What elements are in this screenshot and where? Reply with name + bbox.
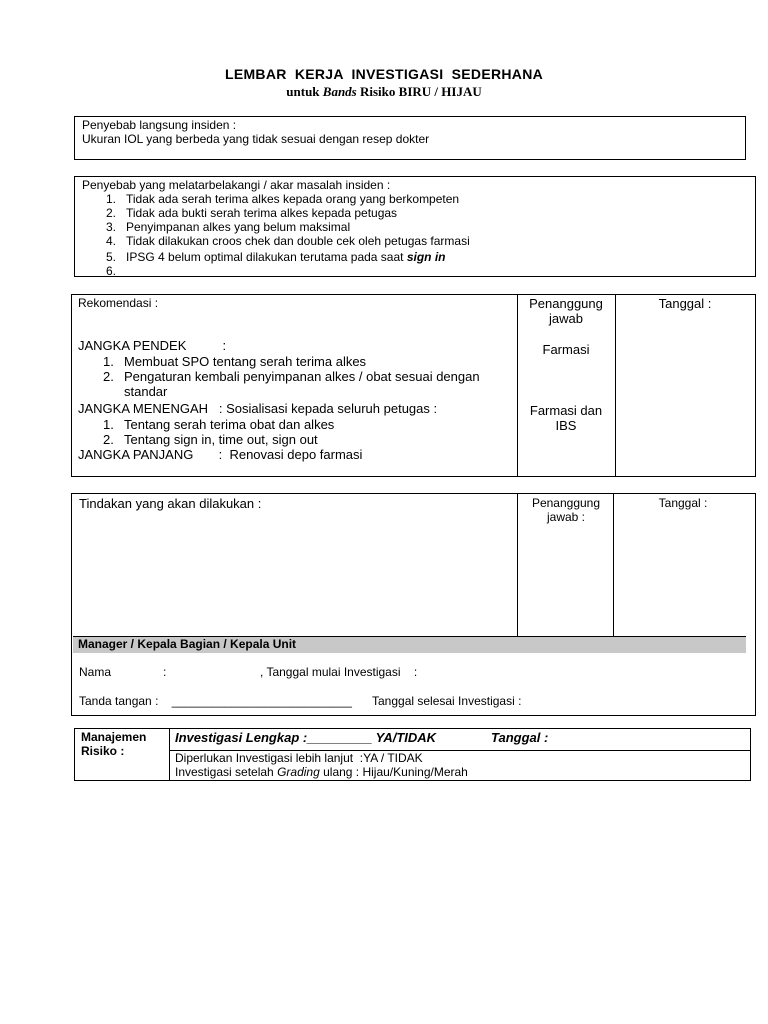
- action-box: [71, 493, 756, 716]
- list-item: 1. Tidak ada serah terima alkes kepada orang yang berkompeten: [106, 192, 460, 206]
- recommendation-pj-1: Farmasi: [542, 342, 590, 357]
- recommendation-label: Rekomendasi :: [78, 296, 159, 310]
- root-cause-label: Penyebab yang melatarbelakangi / akar masalah insiden :: [82, 178, 391, 192]
- list-item: 5. IPSG 4 belum optimal dilakukan terutama pada saat sign in: [106, 250, 446, 264]
- recommendation-box: [71, 294, 756, 477]
- investigation-complete: Investigasi Lengkap :_________ YA/TIDAK: [175, 730, 437, 745]
- direct-cause-text: Ukuran IOL yang berbeda yang tidak sesuai dengan resep dokter: [82, 132, 430, 146]
- short-term-list: [76, 354, 496, 399]
- long-term-heading: JANGKA PANJANG : Renovasi depo farmasi: [78, 447, 363, 462]
- nama-colon: :: [163, 665, 167, 679]
- action-pj-header: Penanggung jawab :: [531, 496, 601, 524]
- further-investigation: Diperlukan Investigasi lebih lanjut :YA / TIDAK: [175, 751, 423, 765]
- direct-cause-box: [74, 116, 746, 160]
- end-date-label: Tanggal selesai Investigasi :: [372, 694, 522, 708]
- mid-term-list: [76, 417, 496, 447]
- list-item: 3. Penyimpanan alkes yang belum maksimal: [106, 220, 351, 234]
- action-label: Tindakan yang akan dilakukan :: [79, 496, 262, 511]
- list-item: 1. Tentang serah terima obat dan alkes: [103, 417, 335, 432]
- list-item: 4. Tidak dilakukan croos chek dan double cek oleh petugas farmasi: [106, 234, 470, 248]
- list-item: 2. Tidak ada bukti serah terima alkes kepada petugas: [106, 206, 398, 220]
- recommendation-date-header: Tanggal :: [658, 296, 712, 311]
- manager-bar-label: Manager / Kepala Bagian / Kepala Unit: [78, 637, 297, 651]
- list-item: 2. Pengaturan kembali penyimpanan alkes / obat sesuai dengan standar: [103, 369, 480, 399]
- root-cause-list: 1. Tidak ada serah terima alkes kepada orang yang berkompeten 2. Tidak ada bukti serah terima alkes kepada petugas 3. Penyimpanan alkes yang belum maksimal 4. Tidak dilakukan croos chek dan double cek oleh petugas farmasi 5. IPSG 4 belum optimal dilakukan terutama pada saat sign in 6.: [79, 192, 749, 264]
- root-cause-box: [74, 176, 756, 277]
- action-date-header: Tanggal :: [658, 496, 708, 510]
- manager-bar: [73, 636, 746, 653]
- signature-label: Tanda tangan : ___________________________: [79, 694, 352, 708]
- risk-date-label: Tanggal :: [491, 730, 549, 745]
- direct-cause-label: Penyebab langsung insiden :: [82, 118, 237, 132]
- form-subtitle: untuk Bands Risiko BIRU / HIJAU: [286, 84, 482, 99]
- nama-label: Nama: [79, 665, 112, 679]
- grading-line: Investigasi setelah Grading ulang : Hijau/Kuning/Merah: [175, 765, 468, 779]
- recommendation-pj-header: Penanggung jawab: [529, 296, 603, 326]
- risk-management-label: Manajemen Risiko :: [81, 730, 147, 758]
- form-title: LEMBAR KERJA INVESTIGASI SEDERHANA: [224, 66, 544, 82]
- risk-management-box: [74, 728, 751, 781]
- mid-term-heading: JANGKA MENENGAH : Sosialisasi kepada seluruh petugas :: [78, 401, 438, 416]
- short-term-heading: JANGKA PENDEK :: [78, 338, 227, 353]
- list-item: 2. Tentang sign in, time out, sign out: [103, 432, 318, 447]
- recommendation-pj-2: Farmasi dan IBS: [529, 403, 603, 433]
- list-item: 1. Membuat SPO tentang serah terima alkes: [103, 354, 367, 369]
- start-date-label: , Tanggal mulai Investigasi :: [260, 665, 418, 679]
